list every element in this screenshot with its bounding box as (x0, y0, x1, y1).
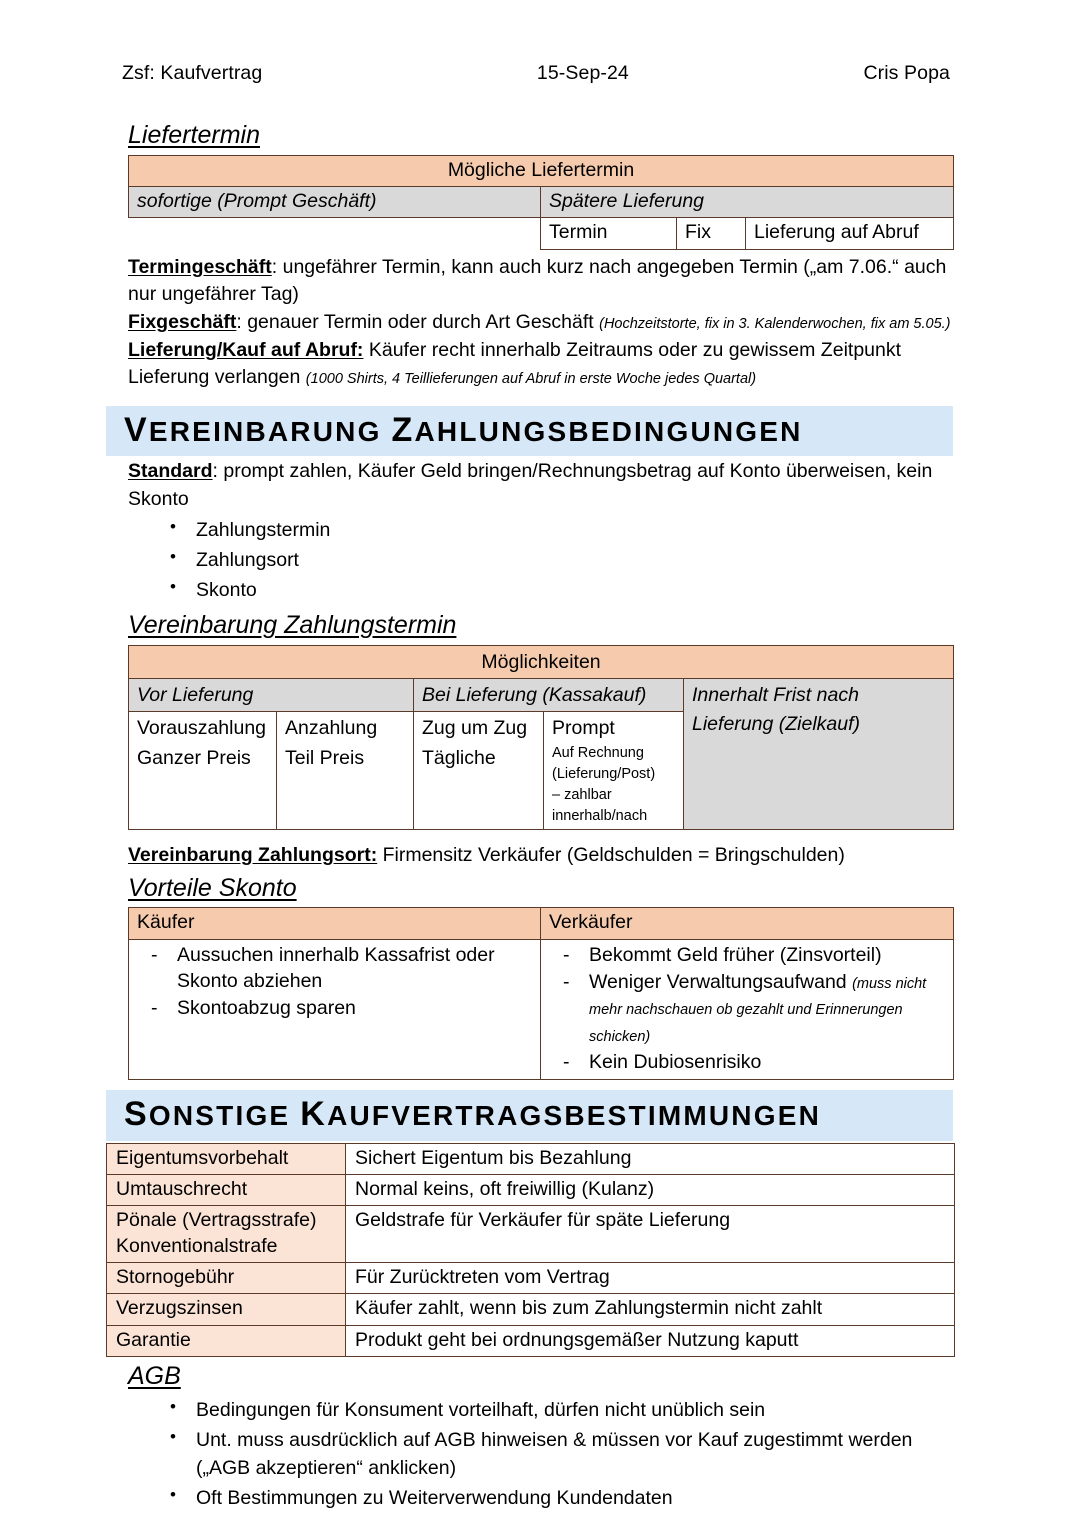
table-row (129, 186, 954, 217)
list-verkaeufer (549, 942, 945, 1076)
heading-liefertermin: Liefertermin (128, 121, 260, 149)
cell-zug-um-zug (414, 712, 544, 830)
list-item: • Bedingungen für Konsument vorteilhaft, dürfen nicht unüblich sein (196, 1396, 953, 1424)
cell-line-2: Tägliche (422, 746, 496, 769)
table-row (129, 155, 954, 186)
cell-innerhalt-frist (684, 678, 954, 829)
table-row (129, 939, 954, 1080)
heading-vorteile-skonto: Vorteile Skonto (128, 873, 297, 902)
list-agb (128, 1396, 953, 1512)
document-body (116, 121, 953, 1514)
list-item: • Zahlungsort (196, 546, 953, 574)
list-zahlungsbedingungen (128, 516, 953, 604)
table-title: Möglichkeiten (129, 645, 954, 678)
header-date: 15-Sep-24 (536, 62, 629, 84)
table-moegliche-liefertermin (128, 155, 954, 250)
item-text: Bekommt Geld früher (Zinsvorteil) (589, 943, 882, 966)
cell-line-2: Lieferung (Zielkauf) (692, 713, 860, 736)
table-row (107, 1294, 955, 1325)
list-item: • Skonto (196, 576, 953, 604)
cell-line-1: Anzahlung (285, 717, 378, 740)
cell-sub-line: innerhalb/nach (552, 808, 648, 824)
cell-term: Stornogebühr (107, 1263, 346, 1294)
para-zahlungsort (128, 842, 953, 870)
cell-desc: Sichert Eigentum bis Bezahlung (346, 1143, 955, 1174)
para-termingeschaeft (128, 254, 953, 309)
item-text: Kein Dubiosenrisiko (589, 1050, 762, 1073)
para-note: (Hochzeitstorte, fix in 3. Kalenderwochen, fix am 5.05.) (599, 315, 951, 332)
table-vorteile-skonto (128, 907, 954, 1080)
cell-desc: Für Zurücktreten vom Vertrag (346, 1263, 955, 1294)
cell-sub-line: (Lieferung/Post) (552, 765, 656, 782)
table-title: Mögliche Liefertermin (129, 155, 954, 186)
cell-line-1: Innerhalt Frist nach (692, 683, 859, 706)
heading-agb: AGB (128, 1362, 181, 1391)
table-row (129, 678, 954, 711)
page-header (122, 62, 950, 85)
cell-sofortige: sofortige (Prompt Geschäft) (129, 186, 541, 217)
table-row (129, 908, 954, 939)
cell-verkaeufer-vorteile (541, 939, 954, 1080)
cell-line-2: Teil Preis (285, 746, 365, 769)
section-banner-sonstige (106, 1090, 953, 1141)
para-text: : genauer Termin oder durch Art Geschäft (236, 310, 600, 333)
para-text: : ungefährer Termin, kann auch kurz nach angegeben Termin („am 7.06.“ auch nur ungefährer Tag) (128, 255, 947, 306)
para-lead: Vereinbarung Zahlungsort: (128, 844, 378, 867)
para-lead: Termingeschäft (128, 255, 272, 278)
table-sonstige-bestimmungen (106, 1143, 955, 1357)
list-item (589, 942, 945, 968)
para-standard (128, 458, 953, 513)
banner-cap: K (300, 1095, 328, 1134)
table-row (107, 1143, 955, 1174)
cell-term: Garantie (107, 1325, 346, 1356)
cell-termin: Termin (541, 218, 677, 249)
table-row (107, 1325, 955, 1356)
cell-desc: Normal keins, oft freiwillig (Kulanz) (346, 1175, 955, 1206)
cell-vorauszahlung (129, 712, 277, 830)
para-note: (1000 Shirts, 4 Teillieferungen auf Abruf in erste Woche jedes Quartal) (305, 371, 757, 388)
header-author: Cris Popa (863, 62, 950, 84)
item-text: Weniger Verwaltungsaufwand (589, 970, 853, 993)
cell-fix: Fix (677, 218, 746, 249)
header-verkaeufer: Verkäufer (541, 908, 954, 939)
cell-line-1: Pönale (Vertragsstrafe) (116, 1209, 317, 1232)
cell-line-2: Konventionalstrafe (116, 1234, 278, 1257)
cell-desc: Produkt geht bei ordnungsgemäßer Nutzung kaputt (346, 1325, 955, 1356)
cell-line-2: Ganzer Preis (137, 746, 251, 769)
list-kaeufer (137, 942, 532, 1022)
banner-cap: Z (391, 410, 415, 449)
cell-anzahlung (277, 712, 414, 830)
cell-desc: Geldstrafe für Verkäufer für späte Lieferung (346, 1206, 955, 1263)
list-item: - Skontoabzug sparen (177, 995, 532, 1021)
list-item (589, 969, 945, 1048)
cell-kaeufer-vorteile (129, 939, 541, 1080)
table-row (107, 1206, 955, 1263)
banner-text: AUFVERTRAGSBESTIMMUNGEN (327, 1100, 822, 1132)
table-row (107, 1263, 955, 1294)
para-fixgeschaeft (128, 309, 953, 337)
item-note: (muss nicht mehr nachschauen ob gezahlt und Erinnerungen schicken) (589, 975, 927, 1045)
cell-vor-lieferung: Vor Lieferung (129, 678, 414, 711)
cell-prompt (544, 712, 684, 830)
banner-cap: V (124, 410, 149, 449)
para-lead: Lieferung/Kauf auf Abruf: (128, 338, 364, 361)
table-moeglichkeiten (128, 645, 954, 831)
banner-text: AHLUNGSBEDINGUNGEN (414, 415, 803, 447)
table-row (107, 1175, 955, 1206)
table-row (129, 645, 954, 678)
section-banner-zahlungsbedingungen (106, 406, 953, 457)
heading-vereinbarung-zahlungstermin: Vereinbarung Zahlungstermin (128, 611, 457, 640)
cell-empty (129, 218, 541, 249)
cell-term (107, 1206, 346, 1263)
banner-text: ONSTIGE (148, 1100, 301, 1132)
list-item: • Zahlungstermin (196, 516, 953, 544)
header-left: Zsf: Kaufvertrag (122, 62, 263, 84)
cell-desc: Käufer zahlt, wenn bis zum Zahlungstermin nicht zahlt (346, 1294, 955, 1325)
cell-term: Eigentumsvorbehalt (107, 1143, 346, 1174)
cell-line-1: Vorauszahlung (137, 717, 267, 740)
banner-cap: S (124, 1095, 149, 1134)
table-row (129, 218, 954, 249)
para-text: : prompt zahlen, Käufer Geld bringen/Rechnungsbetrag auf Konto überweisen, kein Skonto (128, 460, 933, 511)
list-item: - Aussuchen innerhalb Kassafrist oder Skonto abziehen (177, 942, 532, 995)
para-text: Firmensitz Verkäufer (Geldschulden = Bringschulden) (377, 844, 845, 867)
cell-term: Umtauschrecht (107, 1175, 346, 1206)
cell-title: Prompt (552, 717, 615, 740)
list-item (589, 1049, 945, 1075)
para-lead: Fixgeschäft (128, 310, 237, 333)
header-kaeufer: Käufer (129, 908, 541, 939)
list-item: • Oft Bestimmungen zu Weiterverwendung Kundendaten (196, 1484, 953, 1512)
list-item: • Unt. muss ausdrücklich auf AGB hinweisen & müssen vor Kauf zugestimmt werden („AGB akzeptieren“ anklicken) (196, 1426, 953, 1482)
cell-spaetere-lieferung: Spätere Lieferung (541, 186, 954, 217)
cell-sub-line: Auf Rechnung (552, 744, 644, 761)
para-lieferung-auf-abruf (128, 337, 953, 392)
cell-sub-line: – zahlbar (552, 786, 612, 803)
para-text: Käufer recht innerhalb Zeitraums oder zu gewissem Zeitpunkt Lieferung verlangen (128, 338, 902, 389)
cell-lieferung-auf-abruf: Lieferung auf Abruf (746, 218, 954, 249)
banner-text: EREINBARUNG (148, 415, 392, 447)
cell-term: Verzugszinsen (107, 1294, 346, 1325)
cell-line-1: Zug um Zug (422, 717, 528, 740)
para-lead: Standard (128, 460, 213, 483)
cell-bei-lieferung: Bei Lieferung (Kassakauf) (414, 678, 684, 711)
